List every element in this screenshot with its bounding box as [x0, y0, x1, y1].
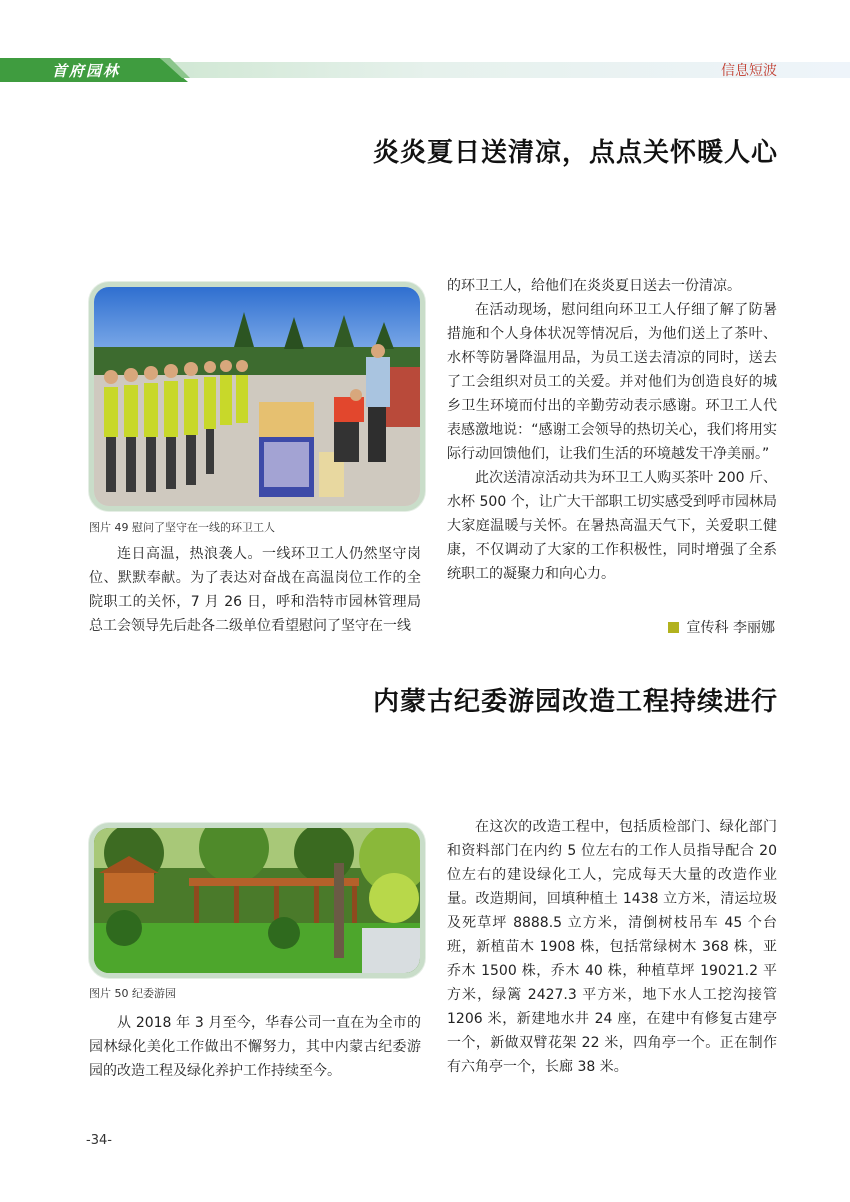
article1-body-left: [89, 542, 421, 638]
paragraph: 从 2018 年 3 月至今，华春公司一直在为全市的园林绿化美化工作做出不懈努力，其中内蒙古纪委游园的改造工程及绿化养护工作持续至今。: [89, 1015, 421, 1079]
paragraph: 的环卫工人，给他们在炎炎夏日送去一份清凉。: [447, 278, 741, 294]
photo-caption: 图片 49 慰问了坚守在一线的环卫工人: [89, 521, 275, 534]
article1-body-right: [447, 274, 777, 586]
article1-byline: [668, 617, 775, 637]
paragraph: 此次送清凉活动共为环卫工人购买茶叶 200 斤、水杯 500 个，让广大干部职工切实感受到呼市园林局大家庭温暖与关怀。在暑热高温天气下，关爱职工健康，不仅调动了大家的工作积极性，同时增强了全系统职工的凝聚力和向心力。: [447, 470, 777, 582]
paragraph: 在活动现场，慰问组向环卫工人仔细了解了防暑措施和个人身体状况等情况后，为他们送上了茶叶、水杯等防暑降温用品，为员工送去清凉的同时，送去了工会组织对员工的关爱。并对他们为创造良好的城乡卫生环境而付出的辛勤劳动表示感谢。环卫工人代表感激地说：“感谢工会领导的热切关心，我们将用实际行动回馈他们，让我们生活的环境越发干净美丽。”: [447, 302, 777, 462]
article2-body-left: [89, 1011, 421, 1083]
byline-text: 宣传科 李丽娜: [686, 620, 775, 636]
paragraph: 在这次的改造工程中，包括质检部门、绿化部门和资料部门在内约 5 位左右的工作人员指导配合 20 位左右的建设绿化工人，完成每天大量的改造作业量。改造期间，回填种植土 1438 立方米，清运垃圾及死草坪 8888.5 立方米，清倒树枝吊车 45 个台班，新植苗木 1908 株，包括常绿树木 368 株，亚乔木 1500 株，乔木 40 株，种植草坪 19021.2 平方米，绿篱 2427.3 平方米，地下水人工挖沟接管 1206 米，新建地水井 24 座，在建中有修复古建亭一个，新做双臂花架 22 米，四角亭一个。正在制作有六角亭一个，长廊 38 米。: [447, 819, 777, 1075]
page-number: -34-: [86, 1133, 112, 1148]
article1-title: 炎炎夏日送清凉，点点关怀暖人心: [372, 138, 778, 168]
article2-title: 内蒙古纪委游园改造工程持续进行: [372, 687, 778, 717]
magazine-brand: 首府园林: [52, 62, 121, 80]
paragraph: 连日高温，热浪袭人。一线环卫工人仍然坚守岗位、默默奉献。为了表达对奋战在高温岗位工作的全院职工的关怀，7 月 26 日，呼和浩特市园林管理局总工会领导先后赴各二级单位看望慰问了坚守在一线: [89, 546, 421, 634]
garden-photo: [89, 823, 425, 978]
article2-body-right: [447, 815, 777, 1079]
byline-square-icon: [668, 622, 679, 633]
sanitation-workers-photo: [89, 282, 425, 511]
section-label: 信息短波: [721, 63, 777, 79]
photo-caption: 图片 50 纪委游园: [89, 987, 176, 1000]
